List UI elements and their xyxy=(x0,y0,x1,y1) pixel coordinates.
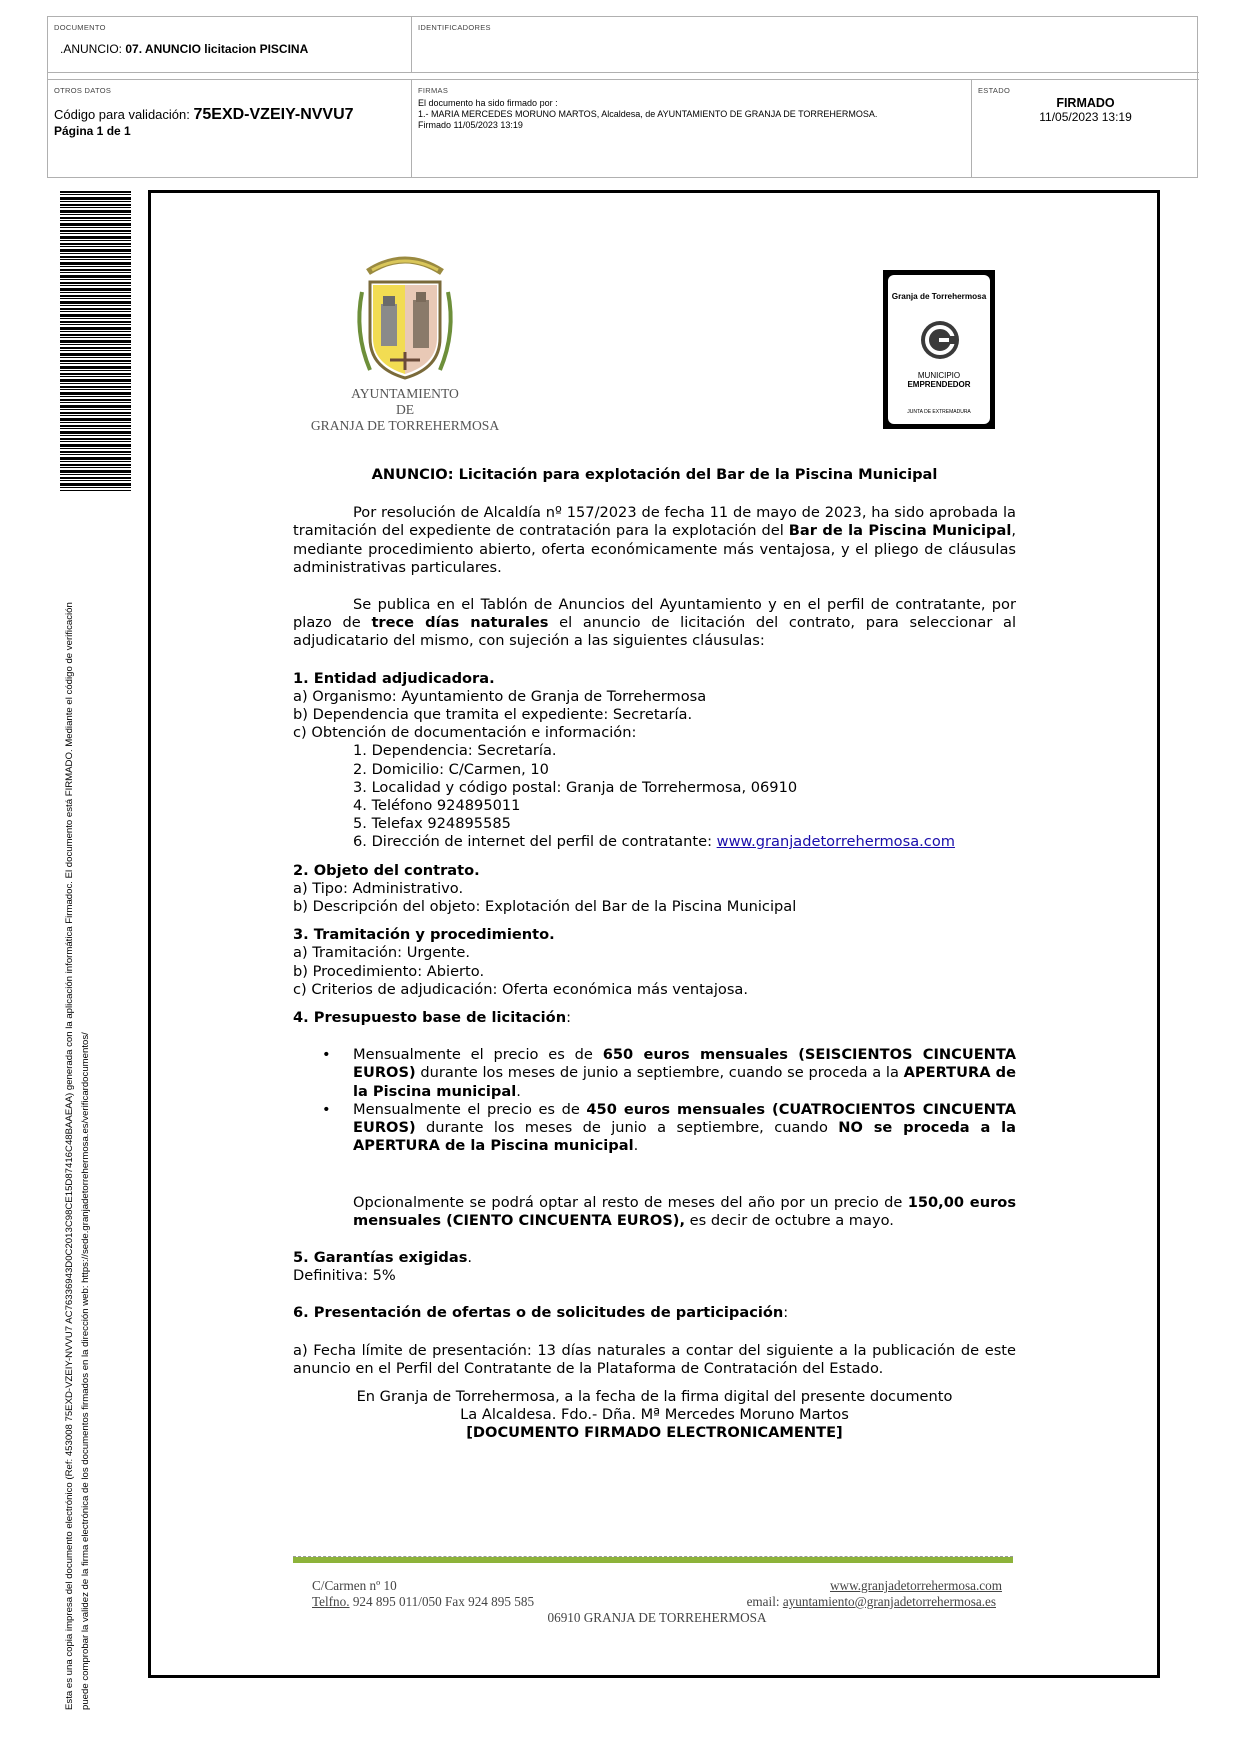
section-2-item: a) Tipo: Administrativo. xyxy=(293,879,464,897)
document-header xyxy=(47,16,1198,178)
price-item-closed: • Mensualmente el precio es de 450 euros mensuales (CUATROCIENTOS CINCUENTA EUROS) durante los meses de junio a septiembre, cuando NO se proceda a la APERTURA de la Piscina municipal. xyxy=(353,1101,1016,1156)
section-1-item: c) Obtención de documentación e información: xyxy=(293,724,637,742)
footer-city: 06910 GRANJA DE TORREHERMOSA xyxy=(547,1610,767,1625)
badge-junta: JUNTA DE EXTREMADURA xyxy=(907,409,971,415)
documento-value: .ANUNCIO: 07. ANUNCIO licitacion PISCINA xyxy=(60,42,309,56)
section-1-item: b) Dependencia que tramita el expediente: Secretaría. xyxy=(293,706,693,724)
section-1-subitem: 1. Dependencia: Secretaría. xyxy=(353,742,557,760)
section-5-item: Definitiva: 5% xyxy=(293,1267,396,1285)
validation-code-line: Código para validación: 75EXD-VZEIY-NVVU7 xyxy=(54,106,354,123)
section-1-subitem: 3. Localidad y código postal: Granja de Torrehermosa, 06910 xyxy=(353,778,798,796)
badge-emprendedor: EMPRENDEDOR xyxy=(907,380,971,389)
paragraph-publication: Se publica en el Tablón de Anuncios del Ayuntamiento y en el perfil de contratante, por plazo de trece días naturales el anuncio de licitación del contrato, para seleccionar al adjudicatario del mismo, con sujeción a las siguientes cláusulas: xyxy=(293,596,1017,650)
section-1-subitem: 4. Teléfono 924895011 xyxy=(353,797,521,815)
firmas-text: El documento ha sido firmado por : 1.- MARIA MERCEDES MORUNO MARTOS, Alcaldesa, de AYUNTAMIENTO DE GRANJA DE TORREHERMOSA. Firmado 11/05/2023 13:19 xyxy=(418,98,878,130)
footer-green-rule xyxy=(293,1557,1013,1563)
optional-price: Opcionalmente se podrá optar al resto de meses del año por un precio de 150,00 euros mensuales (CIENTO CINCUENTA EUROS), es decir de octubre a mayo. xyxy=(353,1193,1017,1229)
paragraph-resolution: Por resolución de Alcaldía nº 157/2023 de fecha 11 de mayo de 2023, ha sido aprobada la tramitación del expediente de contratación para la explotación del Bar de la Piscina Municipal, mediante procedimiento abierto, oferta económicamente más ventajosa, y el pliego de cláusulas administrativas particulares. xyxy=(293,504,1016,576)
footer-email-link[interactable]: ayuntamiento@granjadetorrehermosa.es xyxy=(782,1594,996,1609)
section-3-title: 3. Tramitación y procedimiento. xyxy=(293,926,555,944)
section-1-subitem: 5. Telefax 924895585 xyxy=(353,815,511,833)
notice-body xyxy=(293,460,1016,1443)
closing-place-date: En Granja de Torrehermosa, a la fecha de la firma digital del presente documento xyxy=(356,1387,953,1405)
section-2-item: b) Descripción del objeto: Explotación del Bar de la Piscina Municipal xyxy=(293,898,797,916)
closing-signatory: La Alcaldesa. Fdo.- Dña. Mª Mercedes Moruno Martos xyxy=(460,1406,849,1424)
perfil-contratante-link[interactable]: www.granjadetorrehermosa.com xyxy=(716,833,955,851)
section-3-item: c) Criterios de adjudicación: Oferta económica más ventajosa. xyxy=(293,980,749,998)
section-6-title: 6. Presentación de ofertas o de solicitudes de participación: xyxy=(293,1304,789,1322)
notice-title: ANUNCIO: Licitación para explotación del Bar de la Piscina Municipal xyxy=(371,466,938,483)
validation-code: 75EXD-VZEIY-NVVU7 xyxy=(193,106,354,123)
section-1-item: a) Organismo: Ayuntamiento de Granja de Torrehermosa xyxy=(293,687,707,705)
ayuntamiento-name: AYUNTAMIENTO DE GRANJA DE TORREHERMOSA xyxy=(310,386,500,433)
section-6-item: a) Fecha límite de presentación: 13 días naturales a contar del siguiente a la publicación de este anuncio en el Perfil del Contratante de la Plataforma de Contratación del Estado. xyxy=(293,1341,1016,1377)
footer-address: C/Carmen nº 10 xyxy=(312,1578,397,1593)
page-info: Página 1 de 1 xyxy=(54,124,131,138)
emprendedor-g-icon xyxy=(919,319,961,361)
coat-of-arms-logo xyxy=(350,252,460,386)
footer-phone: Telfno. 924 895 011/050 Fax 924 895 585 xyxy=(312,1594,535,1609)
price-item-open: • Mensualmente el precio es de 650 euros mensuales (SEISCIENTOS CINCUENTA EUROS) durante los meses de junio a septiembre, cuando se proceda a la APERTURA de la Piscina municipal. xyxy=(353,1046,1016,1101)
section-1-subitem: 6. Dirección de internet del perfil de contratante: www.granjadetorrehermosa.com xyxy=(353,833,955,851)
municipio-emprendedor-badge xyxy=(883,270,995,429)
firmas-cell xyxy=(412,79,972,177)
documento-cell xyxy=(48,17,412,73)
identificadores-label: IDENTIFICADORES xyxy=(418,23,491,32)
section-3-item: b) Procedimiento: Abierto. xyxy=(293,962,485,980)
estado-cell xyxy=(972,79,1199,177)
closing-signed-notice: [DOCUMENTO FIRMADO ELECTRONICAMENTE] xyxy=(466,1424,843,1442)
section-4-title: 4. Presupuesto base de licitación: xyxy=(293,1009,572,1027)
otros-datos-label: OTROS DATOS xyxy=(54,86,112,95)
section-1-title: 1. Entidad adjudicadora. xyxy=(293,669,495,687)
letterhead-footer xyxy=(312,1578,1002,1626)
badge-municipio: MUNICIPIO xyxy=(917,371,961,380)
identificadores-cell xyxy=(412,17,1199,73)
price-list xyxy=(293,1046,1016,1155)
section-1-subitem: 2. Domicilio: C/Carmen, 10 xyxy=(353,760,549,778)
estado-value: FIRMADO xyxy=(1056,96,1115,110)
barcode-image xyxy=(60,191,131,491)
footer-email: email: ayuntamiento@granjadetorrehermosa.es xyxy=(746,1594,996,1609)
estado-label: ESTADO xyxy=(978,86,1011,95)
footer-web-link[interactable]: www.granjadetorrehermosa.com xyxy=(830,1578,1002,1593)
otros-datos-cell xyxy=(48,79,412,177)
estado-date: 11/05/2023 13:19 xyxy=(1039,110,1132,124)
badge-title: Granja de Torrehermosa xyxy=(891,292,987,301)
firmas-label: FIRMAS xyxy=(418,86,449,95)
verification-legend: Esta es una copia impresa del documento electrónico (Ref: 453008 75EXD-VZEIY-NVVU7 AC76336943D0C2013C98CE15D87416C48BAAEAA) generada con la aplicación informática Firmadoc. El documento está FIRMADO. Mediante el código de verificación puede comprobar la validez de la firma electrónica de los documentos firmados en la dirección web: https://sede.granjadetorrehermosa.es/verificardocumentos/ xyxy=(64,602,91,1710)
section-2-title: 2. Objeto del contrato. xyxy=(293,861,480,879)
section-5-title: 5. Garantías exigidas. xyxy=(293,1248,473,1266)
documento-label: DOCUMENTO xyxy=(54,23,106,32)
section-3-item: a) Tramitación: Urgente. xyxy=(293,944,470,962)
